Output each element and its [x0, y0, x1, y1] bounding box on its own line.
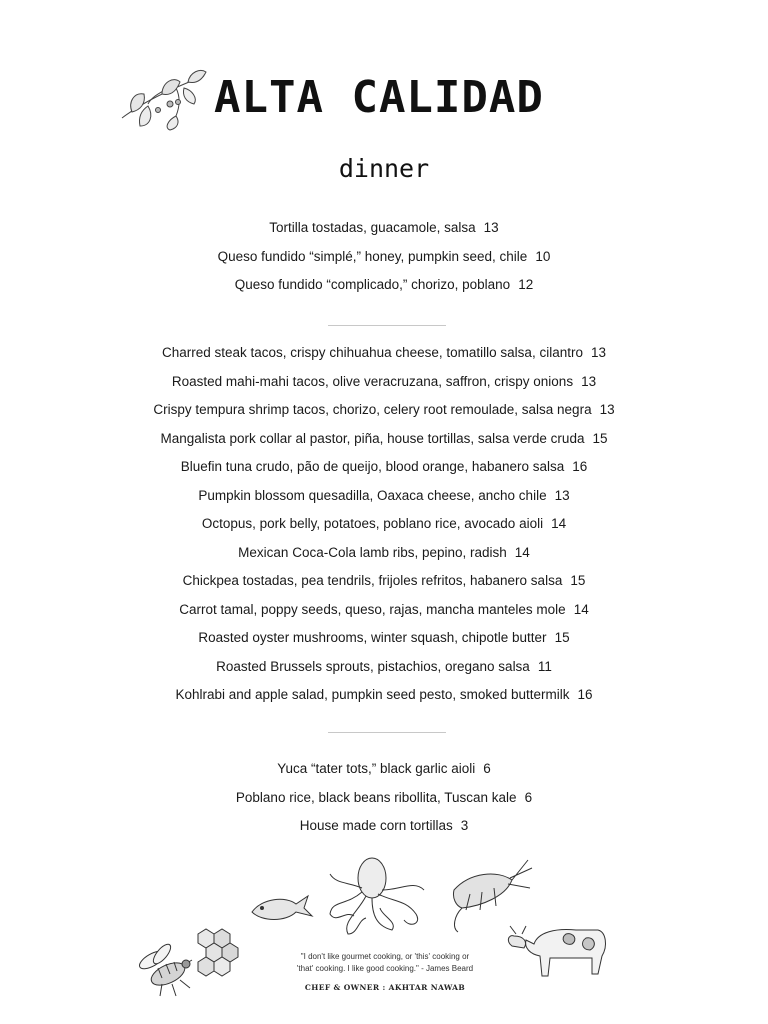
plant-sprig-icon: [118, 66, 210, 132]
menu-item-name: Carrot tamal, poppy seeds, queso, rajas, mancha manteles mole: [179, 601, 566, 617]
shrimp-icon: [453, 860, 532, 932]
menu-item-name: Queso fundido “simplé,” honey, pumpkin seed, chile: [217, 248, 528, 264]
fish-icon: [252, 896, 312, 920]
menu-item-price: 14: [514, 544, 530, 560]
menu-item-name: Chickpea tostadas, pea tendrils, frijoles refritos, habanero salsa: [182, 573, 563, 588]
menu-item-price: 11: [537, 658, 552, 674]
quote-line: 'that' cooking. I like good cooking." - James Beard: [296, 964, 474, 973]
section-title: dinner: [338, 154, 430, 183]
menu-item-price: 15: [554, 630, 570, 645]
menu-item: [0, 425, 768, 454]
menu-item-price: 13: [599, 402, 615, 417]
menu-item: [0, 453, 768, 482]
menu-item-name: Yuca “tater tots,” black garlic aioli: [277, 761, 476, 776]
menu-item: [0, 339, 768, 368]
menu-item-price: 13: [590, 345, 606, 360]
menu-item: [0, 624, 768, 653]
menu-item: [0, 596, 768, 625]
menu-item: [0, 539, 768, 568]
menu-item-price: 10: [535, 248, 551, 264]
menu-item: [0, 784, 768, 813]
section-divider: [328, 325, 446, 326]
menu-item-name: Mexican Coca-Cola lamb ribs, pepino, radish: [238, 544, 507, 560]
menu-item-name: Charred steak tacos, crispy chihuahua cheese, tomatillo salsa, cilantro: [162, 345, 583, 360]
bee-icon: [137, 942, 192, 996]
menu-item-name: Bluefin tuna crudo, pão de queijo, blood orange, habanero salsa: [180, 459, 565, 474]
menu-item-price: 6: [483, 761, 491, 776]
quote-line: "I don't like gourmet cooking, or 'this' cooking or: [300, 952, 470, 961]
octopus-icon: [330, 858, 424, 934]
menu-item-price: 13: [483, 220, 499, 235]
menu-item-name: House made corn tortillas: [299, 818, 453, 833]
menu-item-name: Queso fundido “complicado,” chorizo, poblano: [234, 277, 511, 292]
menu-item: [0, 653, 768, 682]
restaurant-name: ALTA CALIDAD: [214, 72, 544, 123]
menu-item: [0, 567, 768, 596]
menu-item-price: 6: [524, 789, 533, 805]
menu-item-price: 15: [592, 430, 608, 446]
menu-group-mains: [0, 339, 768, 710]
menu-item-name: Roasted Brussels sprouts, pistachios, oregano salsa: [216, 658, 530, 674]
honeycomb-icon: [198, 929, 238, 976]
menu-item: [0, 396, 768, 425]
menu-item: [0, 510, 768, 539]
menu-item-price: 13: [554, 487, 570, 503]
menu-item: [0, 755, 768, 784]
menu-item: [0, 368, 768, 397]
chef-quote: [270, 951, 500, 975]
menu-group-starters: [0, 214, 768, 300]
menu-item-name: Roasted mahi-mahi tacos, olive veracruzana, saffron, crispy onions: [171, 373, 574, 389]
menu-group-sides: [0, 755, 768, 841]
menu-item-price: 13: [581, 373, 597, 389]
section-divider: [328, 732, 446, 733]
menu-item-price: 16: [577, 687, 593, 702]
menu-item-name: Pumpkin blossom quesadilla, Oaxaca cheese, ancho chile: [198, 487, 547, 503]
menu-item-name: Kohlrabi and apple salad, pumpkin seed pesto, smoked buttermilk: [175, 687, 570, 702]
menu-item-price: 12: [518, 277, 534, 292]
chef-credit: CHEF & OWNER : AKHTAR NAWAB: [304, 983, 466, 992]
menu-item-name: Tortilla tostadas, guacamole, salsa: [269, 220, 476, 235]
menu-header: [118, 62, 578, 134]
menu-item: [0, 214, 768, 243]
cow-icon: [508, 926, 605, 976]
menu-item-price: 14: [551, 516, 567, 531]
menu-item-price: 15: [570, 573, 586, 588]
menu-item-name: Mangalista pork collar al pastor, piña, house tortillas, salsa verde cruda: [160, 430, 585, 446]
menu-item-name: Octopus, pork belly, potatoes, poblano rice, avocado aioli: [201, 516, 544, 531]
menu-item: [0, 271, 768, 300]
menu-item: [0, 681, 768, 710]
menu-item: [0, 812, 768, 841]
menu-item-price: 16: [572, 459, 588, 474]
menu-item: [0, 243, 768, 272]
menu-item-name: Roasted oyster mushrooms, winter squash, chipotle butter: [198, 630, 547, 645]
menu-item-name: Poblano rice, black beans ribollita, Tuscan kale: [235, 789, 517, 805]
menu-item-price: 3: [460, 818, 469, 833]
menu-item-price: 14: [573, 601, 589, 617]
menu-item-name: Crispy tempura shrimp tacos, chorizo, celery root remoulade, salsa negra: [153, 402, 592, 417]
menu-item: [0, 482, 768, 511]
